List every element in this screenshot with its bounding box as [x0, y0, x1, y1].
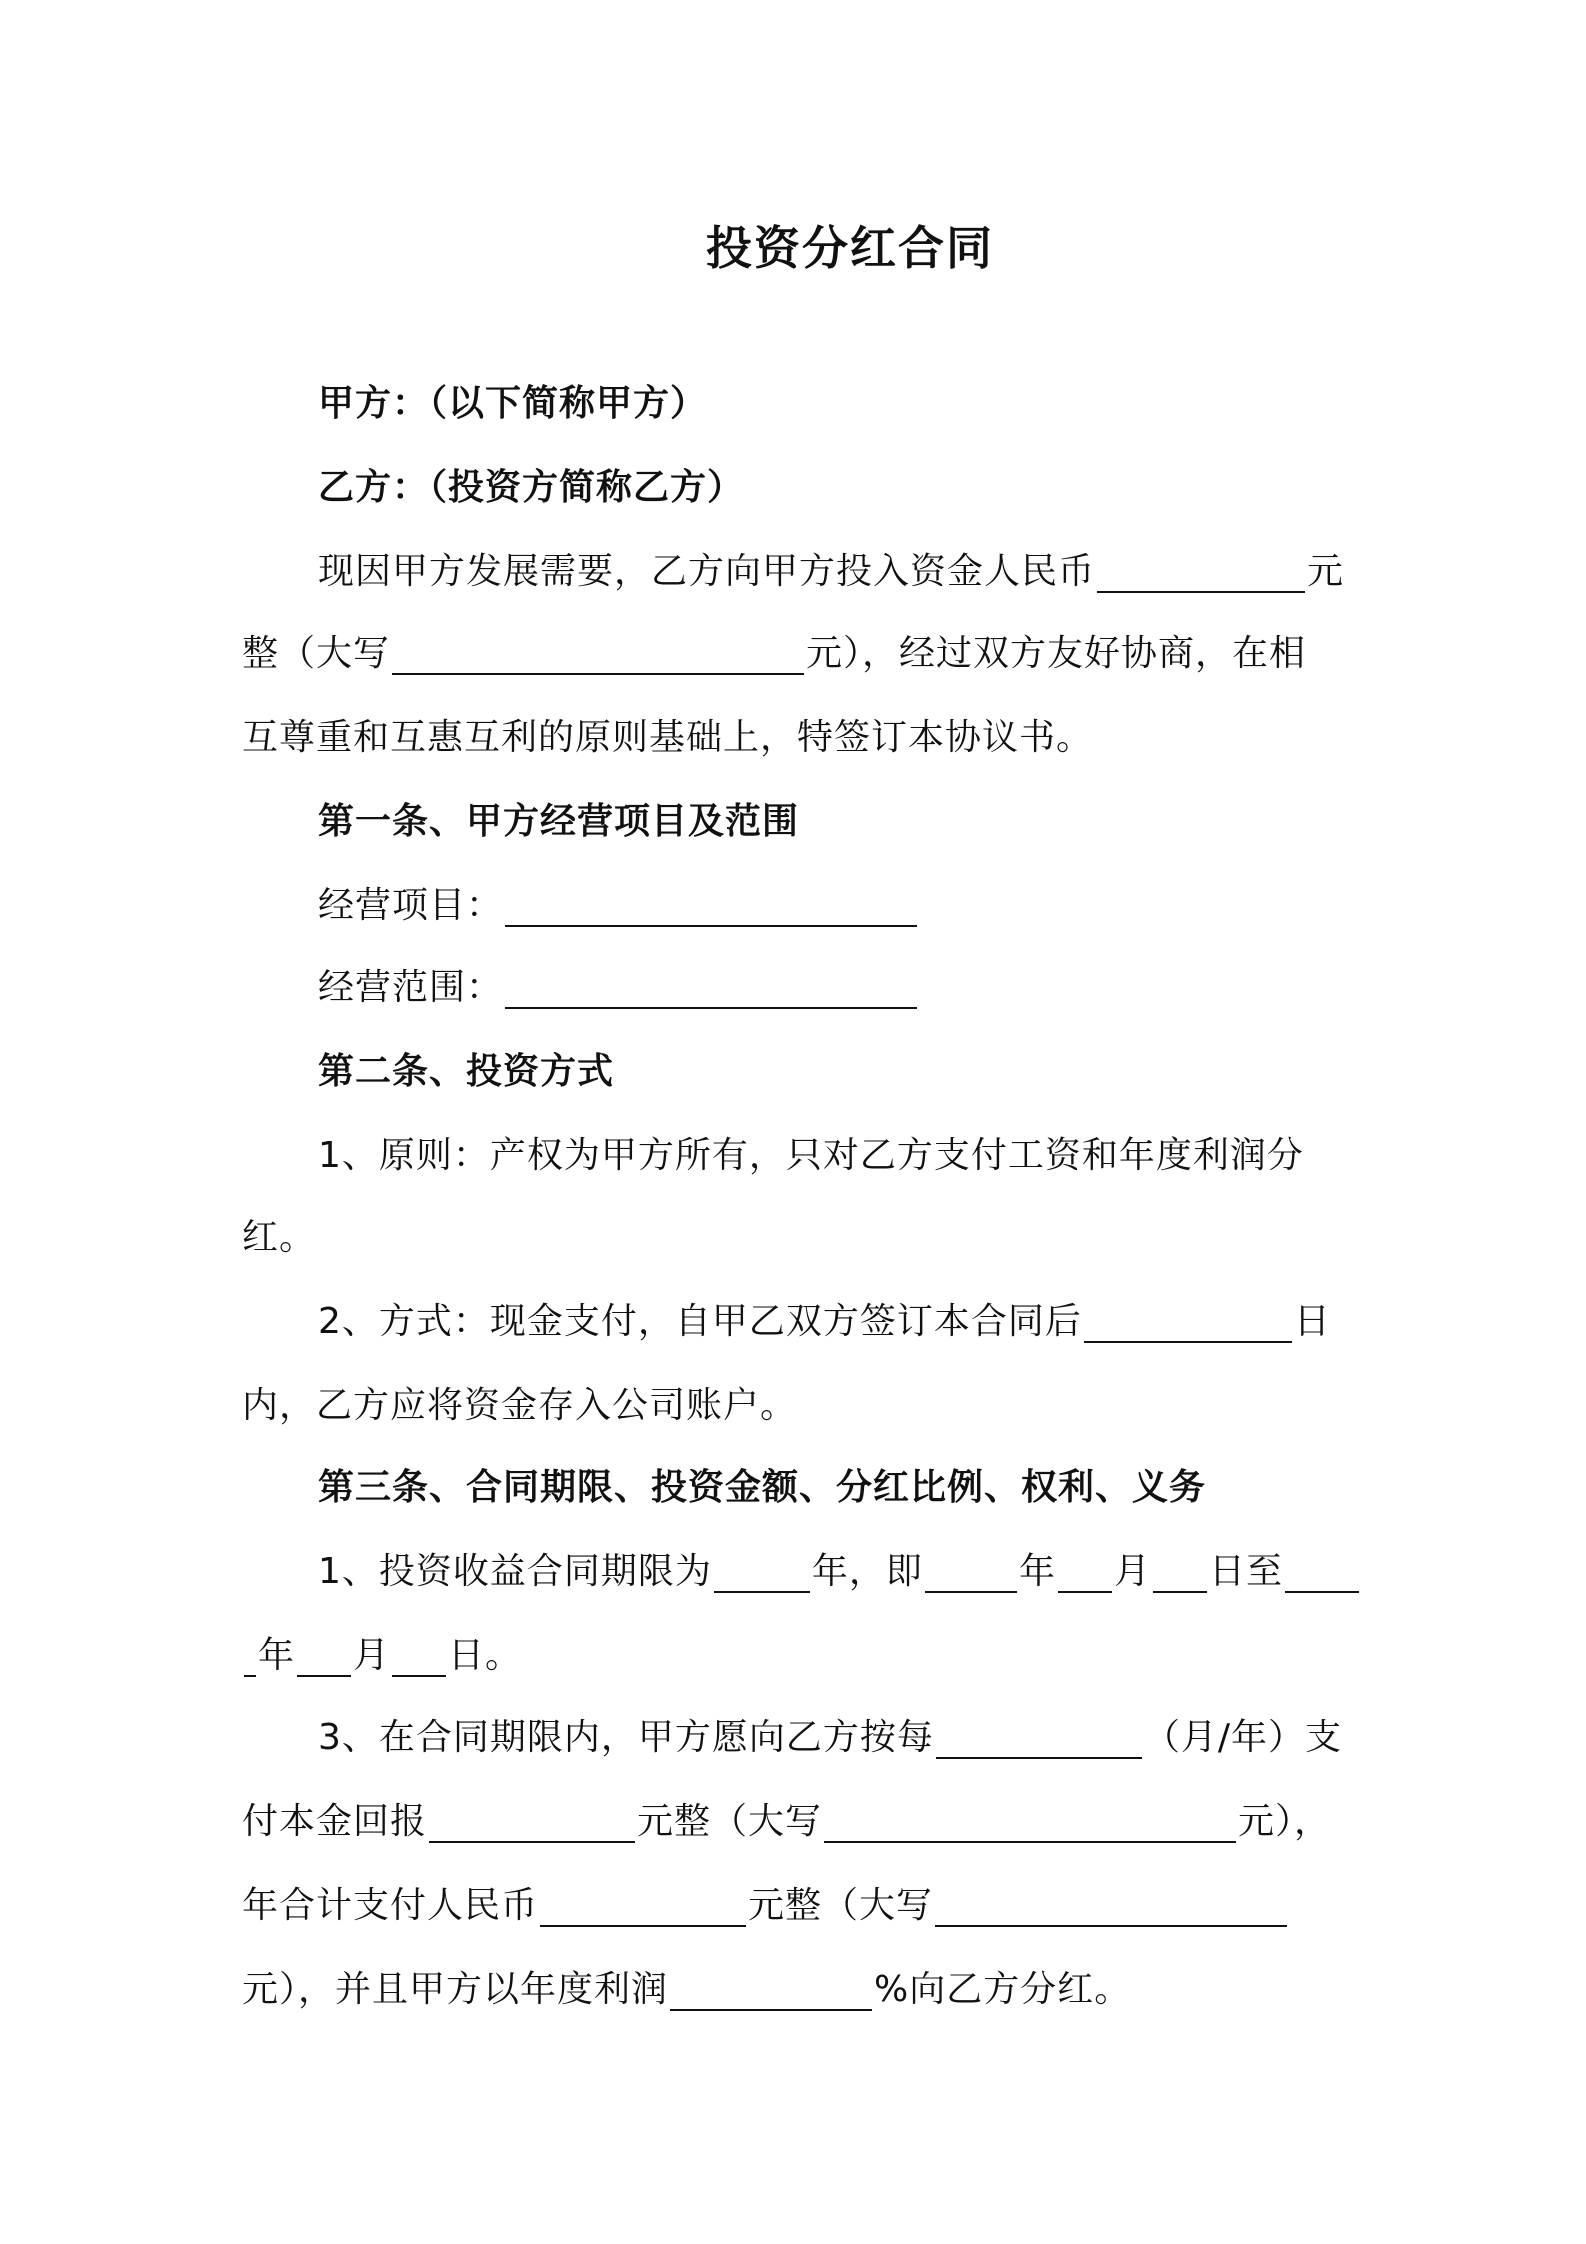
intro-text: 现因甲方发展需要，乙方向甲方投入资金人民币 [318, 551, 1096, 592]
article-3-item-3 [318, 1714, 1342, 1762]
article-2-item-2-cont: 内，乙方应将资金存入公司账户。 [242, 1385, 798, 1426]
end-month-blank[interactable] [297, 1635, 351, 1677]
intro-text: 整（大写 [242, 633, 391, 674]
day-label: 日 [1208, 1551, 1246, 1592]
year-label: 年 [811, 1551, 849, 1592]
item-text: 1、投资收益合同期限为 [318, 1551, 712, 1592]
item-text: 年合计支付人民币 [242, 1885, 539, 1926]
principal-return-uppercase-blank[interactable] [824, 1801, 1236, 1843]
page-title: 投资分红合同 [706, 221, 994, 275]
article-2-item-1-cont: 红。 [242, 1217, 317, 1258]
to-label: 至 [1245, 1551, 1283, 1592]
intro-line-3: 互尊重和互惠互利的原则基础上，特签订本协议书。 [242, 717, 1094, 758]
item-text: 付本金回报 [242, 1801, 428, 1842]
end-year-blank[interactable] [1285, 1551, 1359, 1593]
dividend-percent-blank[interactable] [670, 1969, 872, 2011]
article-2-item-2 [318, 1298, 1331, 1346]
item-text: 元整（大写 [637, 1801, 823, 1842]
business-scope-label: 经营范围： [318, 967, 504, 1008]
end-year-blank-cont[interactable] [244, 1635, 256, 1677]
annual-total-uppercase-blank[interactable] [935, 1885, 1287, 1927]
item-text: 日 [1293, 1301, 1331, 1342]
business-scope-line [318, 964, 919, 1012]
intro-line-1 [318, 548, 1344, 596]
period-end: 。 [485, 1635, 523, 1676]
item-text: 元整（大写 [748, 1885, 934, 1926]
article-1-heading: 第一条、甲方经营项目及范围 [318, 801, 800, 842]
business-project-blank[interactable] [505, 885, 917, 927]
item-text: 元），并且甲方以年度利润 [242, 1969, 669, 2010]
month-label: 月 [1113, 1551, 1151, 1592]
end-day-blank[interactable] [392, 1635, 446, 1677]
item-text: 3、在合同期限内，甲方愿向乙方按每 [318, 1717, 934, 1758]
article-3-item-1-cont [242, 1632, 522, 1680]
year-label: 年 [258, 1635, 296, 1676]
item-text: %向乙方分红。 [874, 1969, 1132, 2010]
days-blank[interactable] [1084, 1301, 1292, 1343]
article-2-heading: 第二条、投资方式 [318, 1051, 615, 1092]
intro-unit: 元 [1307, 551, 1345, 592]
annual-total-blank[interactable] [540, 1885, 746, 1927]
article-3-item-3-line-2 [242, 1798, 1331, 1846]
start-year-blank[interactable] [925, 1551, 1017, 1593]
payment-period-blank[interactable] [936, 1717, 1142, 1759]
start-month-blank[interactable] [1058, 1551, 1112, 1593]
principal-return-blank[interactable] [429, 1801, 635, 1843]
item-text: （月/年）支 [1143, 1717, 1343, 1758]
amount-uppercase-blank[interactable] [392, 633, 804, 675]
term-years-blank[interactable] [714, 1551, 810, 1593]
year-label: 年 [1018, 1551, 1056, 1592]
business-scope-blank[interactable] [505, 967, 917, 1009]
business-project-label: 经营项目： [318, 885, 504, 926]
month-label: 月 [353, 1635, 391, 1676]
start-day-blank[interactable] [1153, 1551, 1207, 1593]
business-project-line [318, 882, 919, 930]
item-text: 元）， [1238, 1801, 1332, 1842]
article-3-item-3-line-4 [242, 1966, 1131, 2014]
party-a-line: 甲方：（以下简称甲方） [318, 383, 708, 424]
item-text: 2、方式：现金支付，自甲乙双方签订本合同后 [318, 1301, 1082, 1342]
item-text: ，即 [848, 1551, 923, 1592]
party-b-line: 乙方：（投资方简称乙方） [318, 467, 745, 508]
intro-text: 元），经过双方友好协商，在相 [806, 633, 1307, 674]
article-3-item-1 [318, 1548, 1361, 1596]
article-2-item-1: 1、原则：产权为甲方所有，只对乙方支付工资和年度利润分 [318, 1135, 1304, 1176]
article-3-heading: 第三条、合同期限、投资金额、分红比例、权利、义务 [318, 1467, 1207, 1508]
day-label: 日 [448, 1635, 486, 1676]
article-3-item-3-line-3 [242, 1882, 1289, 1930]
amount-blank[interactable] [1097, 551, 1305, 593]
intro-line-2 [242, 630, 1306, 678]
